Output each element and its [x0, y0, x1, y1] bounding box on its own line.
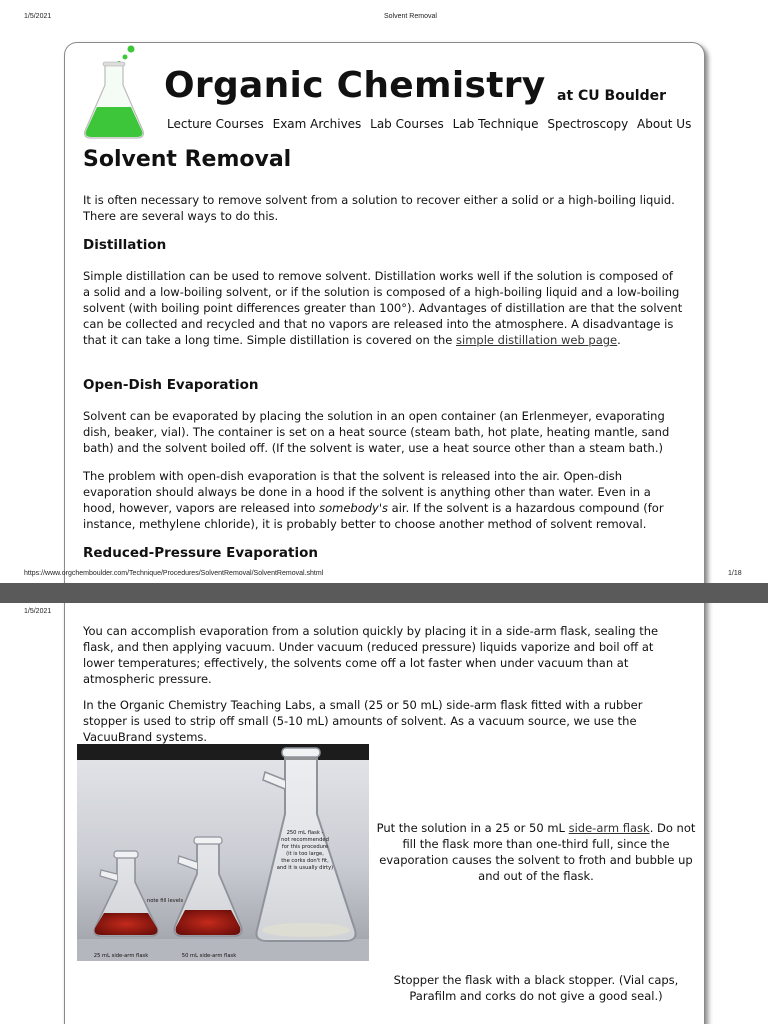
site-nav [167, 117, 696, 131]
caption-side-arm-flask [371, 820, 701, 884]
distillation-text: Simple distillation can be used to remove solvent. Distillation works well if the solution is composed of a solid and a low-boiling solvent, or if the solution is composed of a high-boiling liquid and a low-boiling solvent (with boiling point differences greater than 100°). Advantages of distillation are that the solvent can be collected and recycled and that no vapors are released into the atmosphere. A disadvantage is that it can take a long time. Simple distillation is covered on the [83, 269, 683, 347]
open-dish-text-2b: air. If the solvent is a hazardous compound (for instance, methylene chloride), it is probably better to choose another method of solvent removal. [83, 501, 664, 531]
photo-label-large-3: for this procedure [281, 844, 329, 850]
page-title: Solvent Removal [83, 147, 292, 172]
photo-label-small: 25 mL side-arm flask [93, 953, 149, 959]
side-arm-flasks-photo [77, 744, 369, 961]
open-dish-emphasis: somebody's [319, 501, 388, 515]
photo-label-fill: note fill levels [146, 898, 184, 904]
print-url: https://www.orgchemboulder.com/Technique/Procedures/SolventRemoval/SolventRemoval.shtml [24, 570, 324, 577]
open-dish-text-2a: The problem with open-dish evaporation is that the solvent is released into the air. Open-dish evaporation should always be done in a hood if the solvent is anything other than water. Even in a hood, however, vapors are released into [83, 469, 651, 515]
intro-paragraph [83, 192, 683, 224]
nav-lab-technique[interactable]: Lab Technique [452, 117, 539, 131]
nav-exam-archives[interactable]: Exam Archives [272, 117, 362, 131]
print-date: 1/5/2021 [24, 13, 52, 20]
flask-logo-icon [79, 43, 149, 143]
site-subtitle: at CU Boulder [557, 88, 667, 104]
print-page-number: 1/18 [728, 570, 742, 577]
simple-distillation-link[interactable]: simple distillation web page [456, 333, 618, 347]
nav-lab-courses[interactable]: Lab Courses [370, 117, 444, 131]
site-title: Organic Chemistry [164, 65, 546, 106]
distillation-end: . [617, 333, 621, 347]
photo-label-medium: 50 mL side-arm flask [181, 953, 237, 959]
caption2-text: Stopper the flask with a black stopper. (Vial caps, Parafilm and corks do not give a good seal.) [393, 973, 679, 1003]
open-dish-paragraph-2 [83, 468, 683, 532]
photo-label-large-1: 250 mL flask - [286, 830, 324, 836]
caption1-text-a: Put the solution in a 25 or 50 mL [376, 821, 569, 835]
reduced-paragraph-1 [83, 623, 683, 687]
heading-distillation: Distillation [83, 237, 167, 253]
print-date-2: 1/5/2021 [24, 608, 52, 615]
heading-open-dish: Open-Dish Evaporation [83, 377, 259, 393]
print-doc-title: Solvent Removal [384, 13, 437, 20]
caption1-text-b: . Do not fill the flask more than one-third full, since the evaporation causes the solvent to froth and bubble up and out of the flask. [379, 821, 696, 883]
heading-reduced-pressure: Reduced-Pressure Evaporation [83, 545, 318, 561]
reduced-text-1: You can accomplish evaporation from a solution quickly by placing it in a side-arm flask, sealing the flask, and then applying vacuum. Under vacuum (reduced pressure) liquids vaporize and boil off at lower temperatures; effectively, the solvents come off a lot faster when under vacuum than at atmospheric pressure. [83, 624, 659, 686]
intro-text: It is often necessary to remove solvent from a solution to recover either a solid or a high-boiling liquid. There are several ways to do this. [83, 193, 675, 223]
print-page-2 [0, 603, 768, 1024]
open-dish-text-1: Solvent can be evaporated by placing the solution in an open container (an Erlenmeyer, evaporating dish, beaker, vial). The container is set on a heat source (steam bath, hot plate, heating mantle, sand bath) and the solvent boiled off. (If the solvent is water, use a heat source other than a steam bath.) [83, 409, 670, 455]
photo-label-large-6: and it is usually dirty) [276, 865, 334, 871]
side-arm-flask-link[interactable]: side-arm flask [568, 821, 650, 835]
reduced-text-2: In the Organic Chemistry Teaching Labs, a small (25 or 50 mL) side-arm flask fitted with a rubber stopper is used to strip off small (5-10 mL) amounts of solvent. As a vacuum source, we use the VacuuBrand systems. [83, 698, 643, 744]
nav-spectroscopy[interactable]: Spectroscopy [547, 117, 629, 131]
content-sheet-2 [64, 603, 705, 1024]
content-sheet [64, 42, 705, 583]
photo-label-large-2: not recommended [281, 837, 329, 843]
open-dish-paragraph-1 [83, 408, 683, 456]
distillation-paragraph [83, 268, 683, 348]
reduced-paragraph-2 [83, 697, 683, 745]
photo-label-large-5: the corks don't fit, [281, 858, 329, 864]
caption-stopper [371, 972, 701, 1004]
nav-lecture-courses[interactable]: Lecture Courses [167, 117, 264, 131]
photo-label-large-4: (it is too large, [286, 851, 324, 857]
nav-about-us[interactable]: About Us [637, 117, 692, 131]
